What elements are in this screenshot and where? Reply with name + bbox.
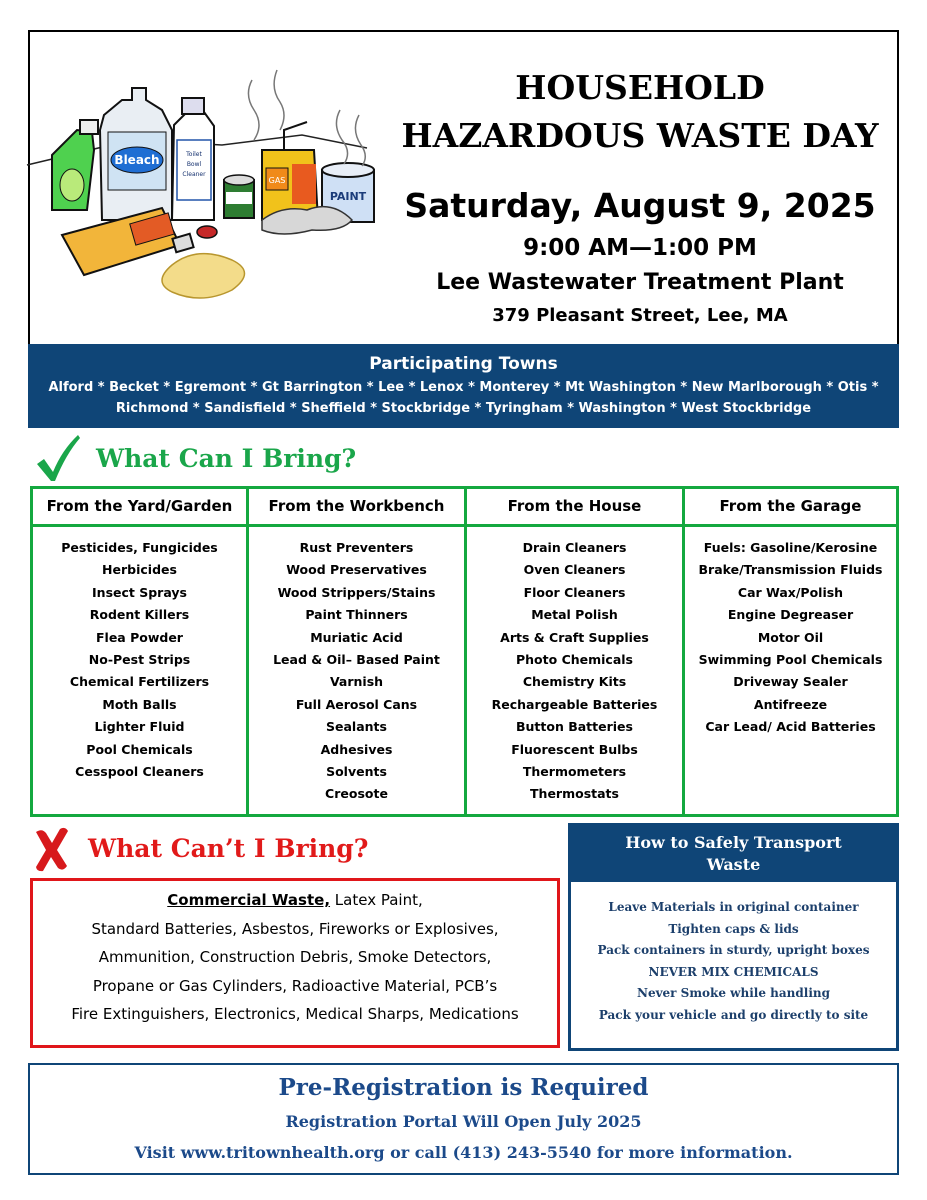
- column-header: From the House: [467, 489, 682, 527]
- registration-box: [28, 1063, 899, 1175]
- prohibited-items-text: [33, 881, 557, 1029]
- list-item: Varnish: [329, 674, 384, 690]
- list-item: Wood Strippers/Stains: [277, 584, 436, 600]
- prohibited-line-rest: Latex Paint,: [330, 891, 423, 909]
- list-item: Rechargeable Batteries: [491, 696, 658, 712]
- list-item: Arts & Craft Supplies: [500, 629, 649, 645]
- event-venue: Lee Wastewater Treatment Plant: [436, 270, 844, 295]
- list-item: Drain Cleaners: [522, 540, 627, 555]
- list-item: Pesticides, Fungicides: [61, 540, 218, 555]
- column-header: From the Garage: [685, 489, 896, 527]
- transport-tip: Never Smoke while handling: [636, 986, 831, 1000]
- list-item: Thermostats: [530, 786, 619, 802]
- transport-heading-line1: How to Safely Transport: [625, 833, 842, 852]
- list-item: Swimming Pool Chemicals: [698, 652, 883, 668]
- list-item: Rust Preventers: [299, 540, 414, 555]
- what-cant-i-bring-heading: What Can’t I Bring?: [88, 834, 369, 863]
- transport-heading: [571, 826, 896, 882]
- spray-bottle-icon: [52, 120, 98, 210]
- towns-list-line1: Alford * Becket * Egremont * Gt Barrington * Lee * Lenox * Monterey * Mt Washington * New Marlborough * Otis *: [48, 380, 879, 395]
- prohibited-line: Ammunition, Construction Debris, Smoke Detectors,: [98, 948, 492, 966]
- small-can-icon: [224, 175, 254, 218]
- list-item: Thermometers: [522, 764, 627, 780]
- registration-title: Pre-Registration is Required: [278, 1074, 649, 1101]
- svg-text:Toilet: Toilet: [186, 151, 202, 158]
- prohibited-line: Fire Extinguishers, Electronics, Medical Sharps, Medications: [71, 1005, 519, 1023]
- list-item: Chemistry Kits: [522, 674, 627, 690]
- prohibited-line: [33, 886, 557, 915]
- transport-tips-list: [571, 897, 896, 1026]
- event-title-line1: HOUSEHOLD: [515, 68, 765, 107]
- list-item: Car Wax/Polish: [737, 584, 844, 600]
- transport-tip: NEVER MIX CHEMICALS: [648, 964, 819, 979]
- registration-info: Visit www.tritownhealth.org or call (413) 243-5540 for more information.: [134, 1143, 793, 1162]
- list-item: Muriatic Acid: [310, 629, 403, 645]
- prohibited-line: Standard Batteries, Asbestos, Fireworks or Explosives,: [91, 919, 499, 938]
- list-item: Moth Balls: [102, 696, 177, 712]
- list-item: Metal Polish: [531, 607, 618, 623]
- list-item: Button Batteries: [516, 719, 633, 735]
- what-can-i-bring-heading: What Can I Bring?: [96, 444, 357, 473]
- column-yard-garden: [33, 489, 249, 814]
- check-icon: [34, 432, 82, 484]
- safe-transport-box: [568, 823, 899, 1051]
- list-item: Flea Powder: [96, 629, 183, 645]
- list-item: Creosote: [325, 786, 388, 802]
- list-item: Rodent Killers: [89, 607, 190, 623]
- towns-title: Participating Towns: [369, 354, 558, 374]
- list-item: Wood Preservatives: [286, 562, 427, 578]
- list-item: Car Lead/ Acid Batteries: [705, 719, 876, 735]
- column-items: [33, 527, 246, 783]
- svg-text:Bowl: Bowl: [186, 161, 202, 168]
- column-garage: [685, 489, 896, 814]
- accepted-items-table: [30, 486, 899, 817]
- transport-tip: Pack your vehicle and go directly to site: [598, 1007, 869, 1022]
- list-item: Paint Thinners: [305, 607, 408, 623]
- list-item: Pool Chemicals: [86, 741, 193, 757]
- x-mark-icon: [32, 826, 70, 872]
- bleach-label: Bleach: [114, 153, 160, 167]
- list-item: Oven Cleaners: [523, 562, 626, 578]
- list-item: Adhesives: [320, 741, 393, 757]
- bleach-jug-icon: [100, 88, 172, 220]
- event-title-line2: HAZARDOUS WASTE DAY: [401, 116, 879, 155]
- list-item: Fuels: Gasoline/Kerosine: [703, 540, 878, 555]
- transport-tip: Pack containers in sturdy, upright boxes: [597, 943, 870, 957]
- transport-heading-line2: Waste: [706, 855, 761, 874]
- column-house: [467, 489, 685, 814]
- list-item: Floor Cleaners: [523, 584, 626, 600]
- gas-label: GAS: [268, 176, 286, 185]
- list-item: Antifreeze: [753, 696, 828, 712]
- event-time: 9:00 AM—1:00 PM: [523, 235, 757, 261]
- paint-label: PAINT: [329, 190, 367, 203]
- registration-subtitle: Registration Portal Will Open July 2025: [285, 1112, 642, 1131]
- prohibited-items-box: [30, 878, 560, 1048]
- list-item: Lead & Oil– Based Paint: [273, 652, 440, 668]
- list-item: Engine Degreaser: [727, 607, 854, 623]
- list-item: Fluorescent Bulbs: [511, 741, 638, 757]
- event-date: Saturday, August 9, 2025: [404, 186, 876, 225]
- transport-tip: Leave Materials in original container: [608, 900, 859, 914]
- svg-text:Cleaner: Cleaner: [182, 171, 206, 178]
- column-items: [249, 527, 464, 806]
- list-item: Cesspool Cleaners: [75, 764, 204, 780]
- column-header: From the Yard/Garden: [33, 489, 246, 527]
- hazardous-products-illustration: [22, 60, 382, 320]
- list-item: Solvents: [326, 764, 387, 780]
- list-item: Sealants: [326, 719, 387, 735]
- toilet-cleaner-bottle-icon: [172, 98, 214, 220]
- column-items: [467, 527, 682, 806]
- prohibited-line: Propane or Gas Cylinders, Radioactive Material, PCB’s: [92, 976, 498, 995]
- commercial-waste-label: Commercial Waste,: [167, 891, 331, 909]
- event-address: 379 Pleasant Street, Lee, MA: [492, 305, 788, 326]
- list-item: Photo Chemicals: [516, 652, 633, 668]
- towns-list-line2: Richmond * Sandisfield * Sheffield * Stockbridge * Tyringham * Washington * West Stockbridge: [115, 401, 812, 416]
- column-items: [685, 527, 896, 739]
- list-item: No-Pest Strips: [88, 652, 191, 668]
- list-item: Brake/Transmission Fluids: [698, 562, 883, 578]
- list-item: Full Aerosol Cans: [295, 696, 418, 712]
- transport-tip: Tighten caps & lids: [668, 921, 799, 936]
- list-item: Motor Oil: [757, 629, 824, 645]
- list-item: Lighter Fluid: [94, 719, 185, 735]
- list-item: Herbicides: [102, 562, 177, 578]
- list-item: Driveway Sealer: [733, 674, 848, 690]
- list-item: Insect Sprays: [92, 584, 187, 600]
- column-workbench: [249, 489, 467, 814]
- participating-towns-banner: [28, 344, 899, 428]
- list-item: Chemical Fertilizers: [69, 674, 210, 690]
- column-header: From the Workbench: [249, 489, 464, 527]
